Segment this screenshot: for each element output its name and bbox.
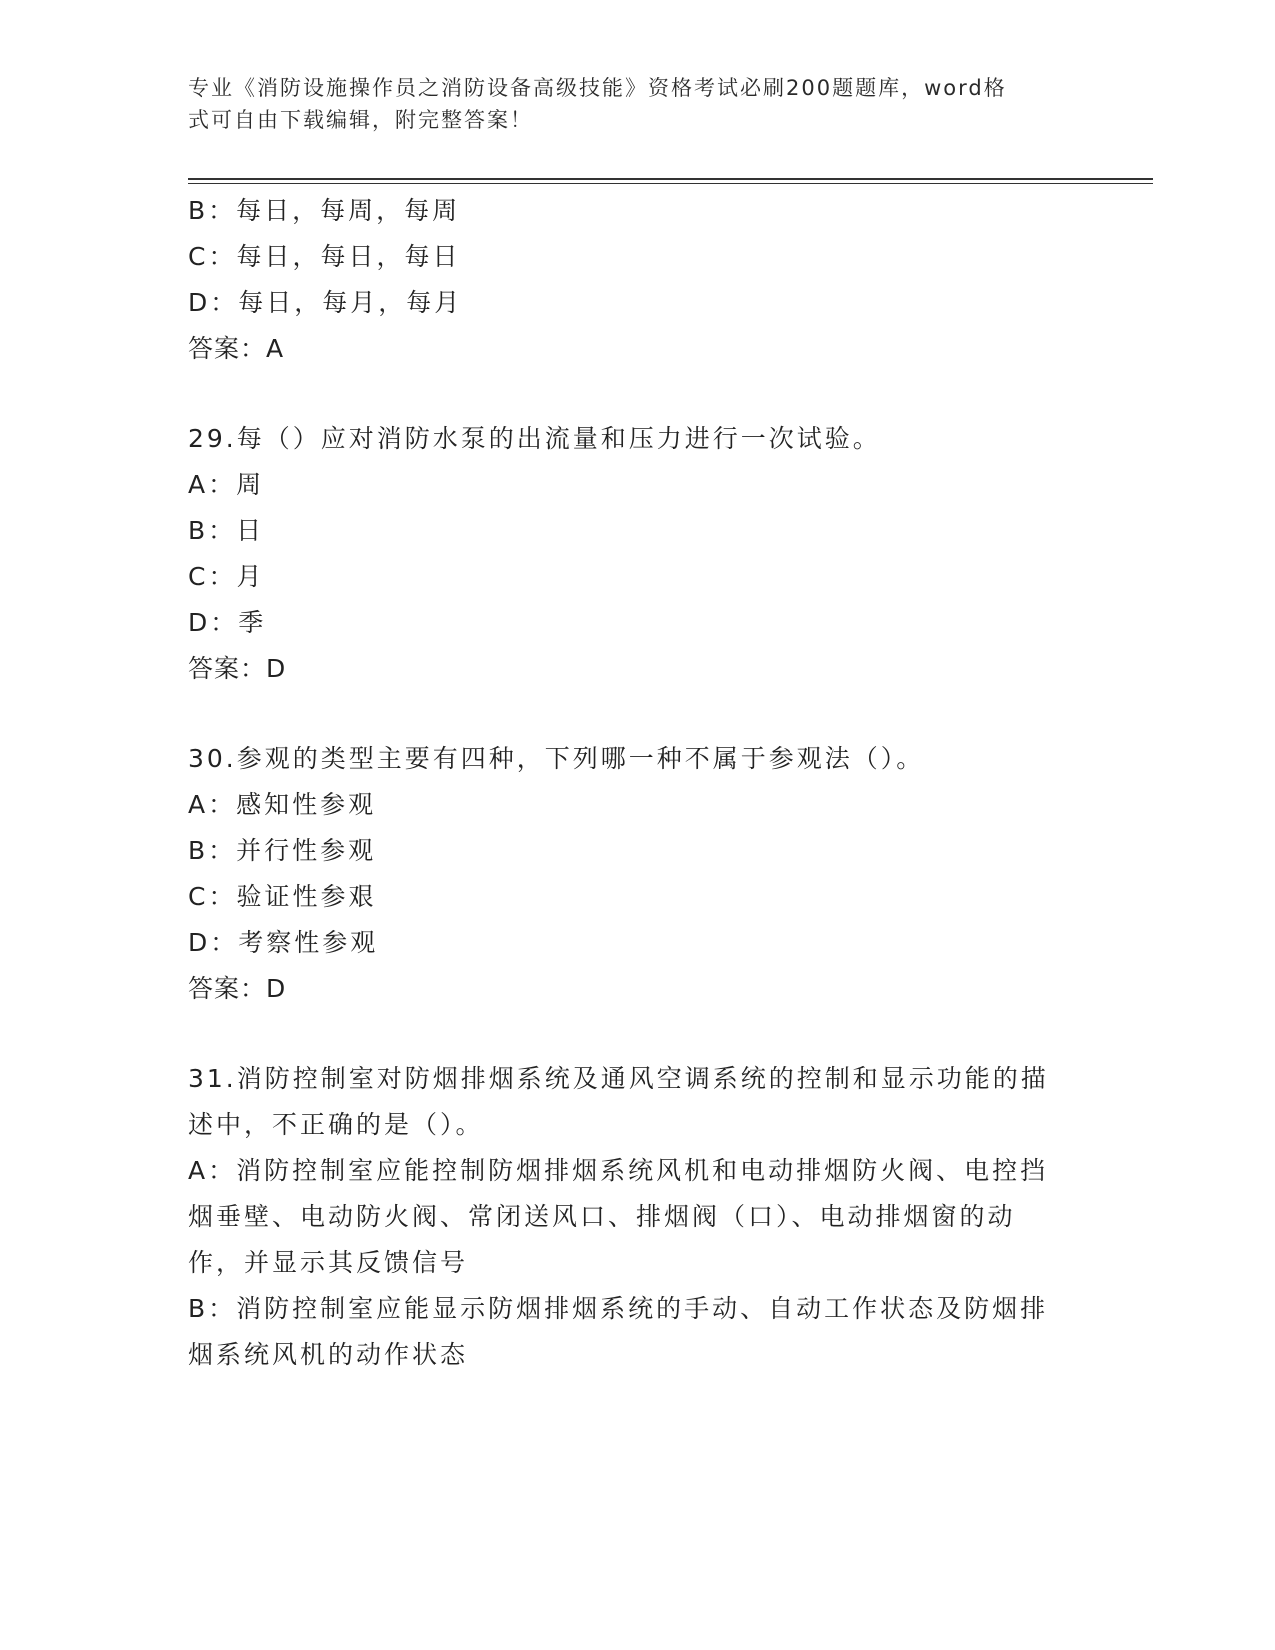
option-b: B：日 [188,516,265,545]
page-header [188,72,1068,136]
header-line-1: 专业《消防设施操作员之消防设备高级技能》资格考试必刷200题题库，word格 [188,76,1007,100]
spacer [188,692,1088,736]
option-b: B：并行性参观 [188,836,377,865]
option-a-line-2: 烟垂壁、电动防火阀、常闭送风口、排烟阀（口）、电动排烟窗的动 [188,1202,1016,1231]
option-d: D：每日，每月，每月 [188,288,463,317]
option-a-line-1: A：消防控制室应能控制防烟排烟系统风机和电动排烟防火阀、电控挡 [188,1156,1049,1185]
question-stem: 30.参观的类型主要有四种，下列哪一种不属于参观法（）。 [188,744,925,773]
header-divider [188,178,1153,184]
option-a-line-3: 作，并显示其反馈信号 [188,1248,469,1277]
question-stem-line-1: 31.消防控制室对防烟排烟系统及通风空调系统的控制和显示功能的描 [188,1064,1049,1093]
answer-line: 答案：A [188,334,285,363]
question-29 [188,416,1088,692]
question-stem: 29.每（）应对消防水泵的出流量和压力进行一次试验。 [188,424,881,453]
question-31 [188,1056,1088,1378]
header-line-2: 式可自由下载编辑，附完整答案！ [188,108,533,132]
option-a: A：周 [188,470,265,499]
option-b-line-2: 烟系统风机的动作状态 [188,1340,469,1369]
spacer [188,372,1088,416]
option-a: A：感知性参观 [188,790,377,819]
previous-question [188,188,1088,372]
option-d: D：考察性参观 [188,928,379,957]
answer-line: 答案：D [188,654,287,683]
option-b: B：每日，每周，每周 [188,196,461,225]
question-stem-line-2: 述中，不正确的是（）。 [188,1110,484,1139]
option-c: C：月 [188,562,265,591]
option-d: D：季 [188,608,267,637]
answer-line: 答案：D [188,974,287,1003]
option-b-line-1: B：消防控制室应能显示防烟排烟系统的手动、自动工作状态及防烟排 [188,1294,1049,1323]
option-c: C：每日，每日，每日 [188,242,461,271]
question-content [188,188,1088,1378]
spacer [188,1012,1088,1056]
option-c: C：验证性参艰 [188,882,377,911]
question-30 [188,736,1088,1012]
